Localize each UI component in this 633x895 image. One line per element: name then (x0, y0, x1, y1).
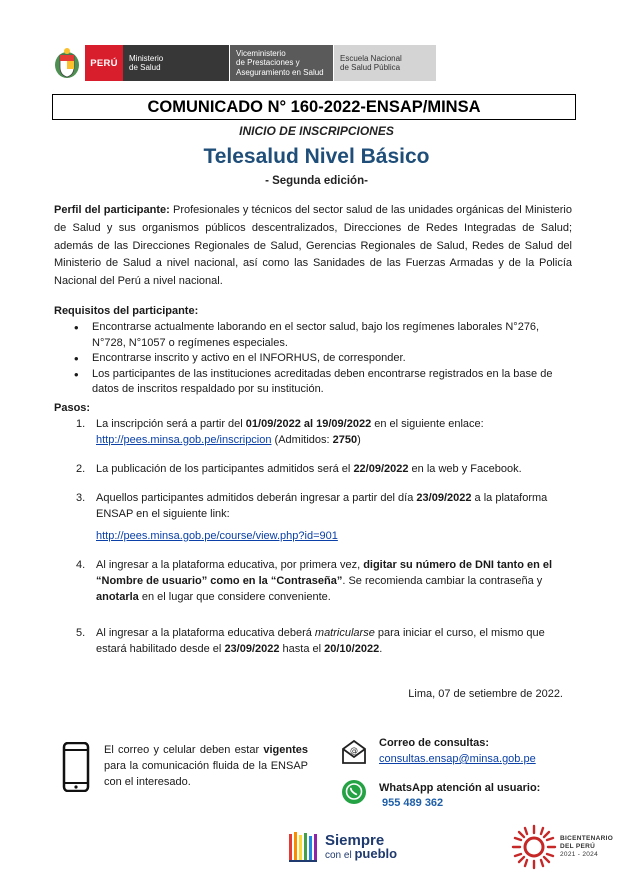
requirements-list (72, 320, 572, 398)
steps-heading: Pasos: (54, 402, 91, 414)
communique-title: COMUNICADO N° 160-2022-ENSAP/MINSA (52, 94, 576, 120)
subtitle: INICIO DE INSCRIPCIONES (239, 124, 394, 138)
mail-heading: Correo de consultas: (379, 737, 490, 749)
course-link[interactable]: http://pees.minsa.gob.pe/course/view.php?id=901 (96, 530, 338, 542)
list-item: • Encontrarse actualmente laborando en el sector salud, bajo los regímenes laborales N°276, N°728, N°1057 o regímenes especiales. (72, 320, 572, 351)
step-text: Aquellos participantes admitidos deberán ingresar a partir del día (96, 492, 417, 504)
registration-link[interactable]: http://pees.minsa.gob.pe/inscripcion (96, 434, 272, 446)
siempre-con-el: con el (325, 850, 355, 861)
siempre-bars-icon (287, 830, 323, 866)
list-item: • Los participantes de las instituciones acreditadas deben encontrarse registrados en la base de datos de inscritos respaldado por su institución. (72, 367, 572, 398)
step-text: La publicación de los participantes admitidos será el (96, 463, 354, 475)
email-icon (340, 738, 368, 766)
step-text: en el lugar que considere conveniente. (138, 591, 331, 603)
whatsapp-icon (341, 779, 367, 805)
bicent-line-1: BICENTENARIO (560, 835, 614, 842)
siempre-text (325, 834, 397, 862)
siempre-line-1: Siempre (325, 832, 385, 849)
step-date: 23/09/2022 (224, 643, 280, 655)
header-logos (53, 45, 436, 81)
school-text: Escuela Nacional de Salud Pública (340, 53, 402, 72)
siempre-pueblo: pueblo (354, 846, 398, 861)
whatsapp-heading: WhatsApp atención al usuario: (379, 782, 541, 794)
step-bold-text: digitar su número de DNI tanto en el “Nombre de usuario” como en la “Contraseña” (96, 559, 553, 587)
step-text: en el siguiente enlace: (371, 418, 484, 430)
bicent-line-2: DEL PERÚ (560, 843, 596, 850)
edition-label: - Segunda edición- (265, 175, 368, 187)
profile-text: Profesionales y técnicos del sector salud de las unidades orgánicas del Ministerio de Salud y sus organismos públicos descentralizados, Direcciones de Redes Integradas de Salud; además de las Direcciones Regionales de Salud, Gerencias Regionales de Salud, Redes de Salud del Ministerio de Salud a nivel nacional, así como las Sanidades de las Fuerzas Armadas y de la Policía Nacional del Perú a nivel nacional. (54, 204, 572, 288)
step-text: ) (357, 434, 361, 446)
note-text: El correo y celular deben estar (104, 744, 264, 756)
step-number: 5. (76, 627, 86, 639)
participant-profile (54, 202, 572, 291)
step-text: (Admitidos: (271, 434, 333, 446)
ministry-label (123, 45, 229, 81)
step-text: hasta el (279, 643, 325, 655)
bicent-years: 2021 - 2024 (560, 851, 598, 858)
requirements-heading: Requisitos del participante: (54, 305, 199, 317)
step-text: a la plataforma ENSAP en el siguiente link: (96, 492, 548, 520)
step-text: . (379, 643, 383, 655)
step-2 (76, 461, 572, 477)
siempre-con-el-pueblo-logo (287, 830, 397, 866)
bicentenario-logo (511, 824, 613, 870)
step-text: para iniciar el curso, el mismo que estará habilitado desde el (96, 627, 545, 655)
step-text: . Se recomienda cambiar la contraseña y (342, 575, 543, 587)
step-number: 2. (76, 463, 86, 475)
step-bold-text: anotarla (96, 591, 139, 603)
siempre-line-2 (325, 847, 397, 862)
step-3 (76, 490, 572, 544)
step-text: Al ingresar a la plataforma educativa deberá (96, 627, 315, 639)
contact-note (104, 742, 308, 790)
step-number: 1. (76, 418, 86, 430)
contact-email-link[interactable]: consultas.ensap@minsa.gob.pe (379, 753, 536, 765)
note-bold: vigentes (263, 744, 308, 756)
step-4 (76, 557, 572, 605)
svg-text:@: @ (350, 746, 358, 755)
vice-ministry-text: Viceministerio de Prestaciones y Aseguramiento en Salud (236, 48, 324, 77)
vice-ministry-label (229, 45, 333, 81)
date-line: Lima, 07 de setiembre de 2022. (408, 688, 563, 700)
note-text: para la comunicación fluida de la ENSAP con el interesado. (104, 760, 308, 788)
bicentenario-text (560, 835, 613, 859)
coat-of-arms-icon (53, 45, 81, 81)
ministry-text: Ministerio de Salud (129, 53, 164, 72)
peru-label: PERÚ (85, 45, 123, 81)
list-item: • Encontrarse inscrito y activo en el INFORHUS, de corresponder. (72, 351, 572, 367)
step-text: en la web y Facebook. (408, 463, 522, 475)
step-text: Al ingresar a la plataforma educativa, por primera vez, (96, 559, 364, 571)
step-5 (76, 625, 572, 657)
profile-label: Perfil del participante: (54, 204, 170, 216)
step-number: 3. (76, 492, 86, 504)
step-1 (76, 416, 572, 448)
bicentenario-sun-icon (511, 824, 557, 870)
whatsapp-number: 955 489 362 (382, 797, 444, 809)
school-label (333, 45, 436, 81)
step-date: 01/09/2022 al 19/09/2022 (245, 418, 372, 430)
step-number: 4. (76, 559, 86, 571)
step-date: 23/09/2022 (416, 492, 472, 504)
step-italic-text: matricularse (314, 627, 375, 639)
step-text: La inscripción será a partir del (96, 418, 246, 430)
step-date: 20/10/2022 (324, 643, 380, 655)
admitted-count: 2750 (332, 434, 358, 446)
step-date: 22/09/2022 (353, 463, 409, 475)
mobile-phone-icon (62, 742, 90, 792)
course-title: Telesalud Nivel Básico (203, 145, 430, 168)
